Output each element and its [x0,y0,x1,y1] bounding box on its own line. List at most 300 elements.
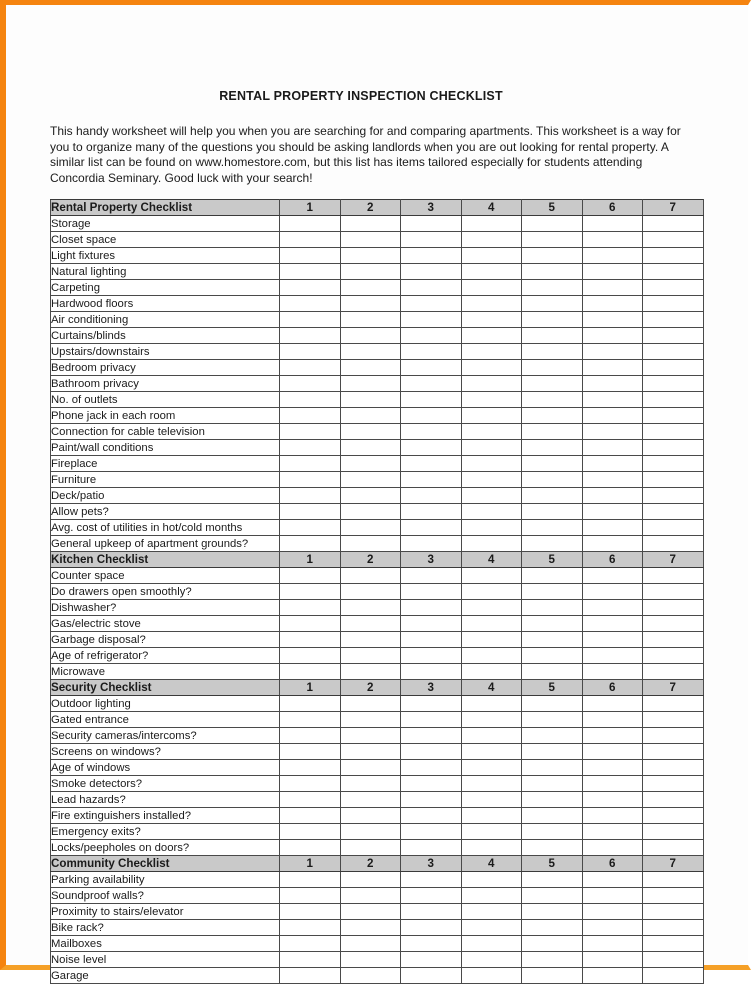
checklist-cell-3[interactable] [401,888,462,904]
checklist-cell-7[interactable] [643,264,704,280]
checklist-cell-5[interactable] [522,344,583,360]
checklist-cell-3[interactable] [401,808,462,824]
checklist-cell-4[interactable] [461,504,522,520]
checklist-cell-6[interactable] [582,776,643,792]
checklist-cell-1[interactable] [280,280,341,296]
checklist-cell-2[interactable] [340,328,401,344]
checklist-cell-5[interactable] [522,424,583,440]
checklist-cell-2[interactable] [340,936,401,952]
checklist-cell-3[interactable] [401,952,462,968]
checklist-cell-4[interactable] [461,488,522,504]
checklist-cell-4[interactable] [461,728,522,744]
checklist-cell-7[interactable] [643,216,704,232]
checklist-cell-3[interactable] [401,936,462,952]
checklist-cell-7[interactable] [643,728,704,744]
checklist-cell-2[interactable] [340,616,401,632]
checklist-cell-1[interactable] [280,600,341,616]
checklist-cell-7[interactable] [643,536,704,552]
checklist-cell-2[interactable] [340,808,401,824]
checklist-cell-7[interactable] [643,520,704,536]
checklist-cell-4[interactable] [461,792,522,808]
checklist-cell-6[interactable] [582,760,643,776]
checklist-cell-1[interactable] [280,920,341,936]
checklist-cell-6[interactable] [582,872,643,888]
checklist-cell-5[interactable] [522,312,583,328]
checklist-cell-1[interactable] [280,808,341,824]
checklist-cell-4[interactable] [461,888,522,904]
checklist-cell-5[interactable] [522,408,583,424]
checklist-cell-1[interactable] [280,504,341,520]
checklist-cell-3[interactable] [401,296,462,312]
checklist-cell-2[interactable] [340,248,401,264]
checklist-cell-2[interactable] [340,216,401,232]
checklist-cell-3[interactable] [401,712,462,728]
checklist-cell-3[interactable] [401,408,462,424]
checklist-cell-6[interactable] [582,696,643,712]
checklist-cell-6[interactable] [582,920,643,936]
checklist-cell-4[interactable] [461,328,522,344]
checklist-cell-2[interactable] [340,392,401,408]
checklist-cell-2[interactable] [340,296,401,312]
checklist-cell-1[interactable] [280,456,341,472]
checklist-cell-3[interactable] [401,424,462,440]
checklist-cell-5[interactable] [522,776,583,792]
checklist-cell-2[interactable] [340,712,401,728]
checklist-cell-4[interactable] [461,216,522,232]
checklist-cell-5[interactable] [522,472,583,488]
checklist-cell-1[interactable] [280,792,341,808]
checklist-cell-4[interactable] [461,920,522,936]
checklist-cell-4[interactable] [461,616,522,632]
checklist-cell-3[interactable] [401,632,462,648]
checklist-cell-7[interactable] [643,920,704,936]
checklist-cell-6[interactable] [582,616,643,632]
checklist-cell-6[interactable] [582,520,643,536]
checklist-cell-7[interactable] [643,472,704,488]
checklist-cell-2[interactable] [340,840,401,856]
checklist-cell-6[interactable] [582,488,643,504]
checklist-cell-3[interactable] [401,280,462,296]
checklist-cell-2[interactable] [340,424,401,440]
checklist-cell-7[interactable] [643,408,704,424]
checklist-cell-3[interactable] [401,376,462,392]
checklist-cell-6[interactable] [582,792,643,808]
checklist-cell-6[interactable] [582,632,643,648]
checklist-cell-4[interactable] [461,248,522,264]
checklist-cell-2[interactable] [340,360,401,376]
checklist-cell-2[interactable] [340,408,401,424]
checklist-cell-3[interactable] [401,328,462,344]
checklist-cell-2[interactable] [340,536,401,552]
checklist-cell-6[interactable] [582,536,643,552]
checklist-cell-2[interactable] [340,376,401,392]
checklist-cell-1[interactable] [280,744,341,760]
checklist-cell-7[interactable] [643,632,704,648]
checklist-cell-5[interactable] [522,456,583,472]
checklist-cell-3[interactable] [401,584,462,600]
checklist-cell-6[interactable] [582,328,643,344]
checklist-cell-5[interactable] [522,824,583,840]
checklist-cell-4[interactable] [461,456,522,472]
checklist-cell-5[interactable] [522,520,583,536]
checklist-cell-5[interactable] [522,600,583,616]
checklist-cell-2[interactable] [340,888,401,904]
checklist-cell-6[interactable] [582,728,643,744]
checklist-cell-7[interactable] [643,456,704,472]
checklist-cell-2[interactable] [340,776,401,792]
checklist-cell-7[interactable] [643,648,704,664]
checklist-cell-5[interactable] [522,712,583,728]
checklist-cell-2[interactable] [340,312,401,328]
checklist-cell-7[interactable] [643,568,704,584]
checklist-cell-3[interactable] [401,920,462,936]
checklist-cell-3[interactable] [401,840,462,856]
checklist-cell-2[interactable] [340,232,401,248]
checklist-cell-1[interactable] [280,712,341,728]
checklist-cell-4[interactable] [461,696,522,712]
checklist-cell-4[interactable] [461,824,522,840]
checklist-cell-4[interactable] [461,664,522,680]
checklist-cell-6[interactable] [582,936,643,952]
checklist-cell-6[interactable] [582,648,643,664]
checklist-cell-7[interactable] [643,344,704,360]
checklist-cell-7[interactable] [643,328,704,344]
checklist-cell-1[interactable] [280,936,341,952]
checklist-cell-5[interactable] [522,248,583,264]
checklist-cell-5[interactable] [522,216,583,232]
checklist-cell-7[interactable] [643,952,704,968]
checklist-cell-3[interactable] [401,216,462,232]
checklist-cell-1[interactable] [280,264,341,280]
checklist-cell-5[interactable] [522,744,583,760]
checklist-cell-3[interactable] [401,360,462,376]
checklist-cell-7[interactable] [643,696,704,712]
checklist-cell-1[interactable] [280,952,341,968]
checklist-cell-5[interactable] [522,664,583,680]
checklist-cell-3[interactable] [401,696,462,712]
checklist-cell-7[interactable] [643,312,704,328]
checklist-cell-1[interactable] [280,584,341,600]
checklist-cell-6[interactable] [582,664,643,680]
checklist-cell-7[interactable] [643,664,704,680]
checklist-cell-4[interactable] [461,744,522,760]
checklist-cell-7[interactable] [643,360,704,376]
checklist-cell-7[interactable] [643,504,704,520]
checklist-cell-6[interactable] [582,344,643,360]
checklist-cell-1[interactable] [280,296,341,312]
checklist-cell-1[interactable] [280,568,341,584]
checklist-cell-2[interactable] [340,632,401,648]
checklist-cell-7[interactable] [643,424,704,440]
checklist-cell-6[interactable] [582,808,643,824]
checklist-cell-4[interactable] [461,408,522,424]
checklist-cell-4[interactable] [461,296,522,312]
checklist-cell-5[interactable] [522,328,583,344]
checklist-cell-6[interactable] [582,424,643,440]
checklist-cell-1[interactable] [280,392,341,408]
checklist-cell-2[interactable] [340,280,401,296]
checklist-cell-4[interactable] [461,312,522,328]
checklist-cell-4[interactable] [461,392,522,408]
checklist-cell-4[interactable] [461,936,522,952]
checklist-cell-6[interactable] [582,376,643,392]
checklist-cell-4[interactable] [461,760,522,776]
checklist-cell-2[interactable] [340,344,401,360]
checklist-cell-6[interactable] [582,392,643,408]
checklist-cell-5[interactable] [522,872,583,888]
checklist-cell-3[interactable] [401,472,462,488]
checklist-cell-1[interactable] [280,488,341,504]
checklist-cell-5[interactable] [522,376,583,392]
checklist-cell-2[interactable] [340,904,401,920]
checklist-cell-4[interactable] [461,872,522,888]
checklist-cell-7[interactable] [643,280,704,296]
checklist-cell-6[interactable] [582,952,643,968]
checklist-cell-1[interactable] [280,648,341,664]
checklist-cell-1[interactable] [280,888,341,904]
checklist-cell-1[interactable] [280,408,341,424]
checklist-cell-3[interactable] [401,824,462,840]
checklist-cell-5[interactable] [522,536,583,552]
checklist-cell-4[interactable] [461,808,522,824]
checklist-cell-5[interactable] [522,616,583,632]
checklist-cell-2[interactable] [340,760,401,776]
checklist-cell-5[interactable] [522,440,583,456]
checklist-cell-3[interactable] [401,728,462,744]
checklist-cell-4[interactable] [461,440,522,456]
checklist-cell-3[interactable] [401,600,462,616]
checklist-cell-7[interactable] [643,488,704,504]
checklist-cell-4[interactable] [461,568,522,584]
checklist-cell-5[interactable] [522,488,583,504]
checklist-cell-1[interactable] [280,536,341,552]
checklist-cell-5[interactable] [522,808,583,824]
checklist-cell-1[interactable] [280,696,341,712]
checklist-cell-1[interactable] [280,232,341,248]
checklist-cell-1[interactable] [280,664,341,680]
checklist-cell-3[interactable] [401,760,462,776]
checklist-cell-7[interactable] [643,888,704,904]
checklist-cell-3[interactable] [401,440,462,456]
checklist-cell-5[interactable] [522,840,583,856]
checklist-cell-4[interactable] [461,776,522,792]
checklist-cell-4[interactable] [461,712,522,728]
checklist-cell-2[interactable] [340,952,401,968]
checklist-cell-2[interactable] [340,472,401,488]
checklist-cell-2[interactable] [340,648,401,664]
checklist-cell-4[interactable] [461,424,522,440]
checklist-cell-1[interactable] [280,520,341,536]
checklist-cell-6[interactable] [582,472,643,488]
checklist-cell-6[interactable] [582,360,643,376]
checklist-cell-1[interactable] [280,424,341,440]
checklist-cell-5[interactable] [522,648,583,664]
checklist-cell-5[interactable] [522,936,583,952]
checklist-cell-6[interactable] [582,216,643,232]
checklist-cell-4[interactable] [461,632,522,648]
checklist-cell-1[interactable] [280,216,341,232]
checklist-cell-1[interactable] [280,776,341,792]
checklist-cell-2[interactable] [340,440,401,456]
checklist-cell-1[interactable] [280,872,341,888]
checklist-cell-4[interactable] [461,840,522,856]
checklist-cell-6[interactable] [582,408,643,424]
checklist-cell-4[interactable] [461,520,522,536]
checklist-cell-3[interactable] [401,664,462,680]
checklist-cell-6[interactable] [582,264,643,280]
checklist-cell-5[interactable] [522,584,583,600]
checklist-cell-5[interactable] [522,264,583,280]
checklist-cell-2[interactable] [340,664,401,680]
checklist-cell-5[interactable] [522,904,583,920]
checklist-cell-1[interactable] [280,344,341,360]
checklist-cell-5[interactable] [522,392,583,408]
checklist-cell-6[interactable] [582,840,643,856]
checklist-cell-7[interactable] [643,440,704,456]
checklist-cell-7[interactable] [643,936,704,952]
checklist-cell-7[interactable] [643,616,704,632]
checklist-cell-7[interactable] [643,600,704,616]
checklist-cell-1[interactable] [280,632,341,648]
checklist-cell-2[interactable] [340,504,401,520]
checklist-cell-3[interactable] [401,872,462,888]
checklist-cell-3[interactable] [401,568,462,584]
checklist-cell-2[interactable] [340,824,401,840]
checklist-cell-3[interactable] [401,904,462,920]
checklist-cell-3[interactable] [401,616,462,632]
checklist-cell-1[interactable] [280,328,341,344]
checklist-cell-4[interactable] [461,232,522,248]
checklist-cell-4[interactable] [461,904,522,920]
checklist-cell-2[interactable] [340,520,401,536]
checklist-cell-1[interactable] [280,824,341,840]
checklist-cell-1[interactable] [280,248,341,264]
checklist-cell-4[interactable] [461,600,522,616]
checklist-cell-3[interactable] [401,776,462,792]
checklist-cell-7[interactable] [643,824,704,840]
checklist-cell-6[interactable] [582,456,643,472]
checklist-cell-1[interactable] [280,904,341,920]
checklist-cell-1[interactable] [280,728,341,744]
checklist-cell-3[interactable] [401,792,462,808]
checklist-cell-7[interactable] [643,232,704,248]
checklist-cell-1[interactable] [280,840,341,856]
checklist-cell-6[interactable] [582,888,643,904]
checklist-cell-6[interactable] [582,568,643,584]
checklist-cell-5[interactable] [522,920,583,936]
checklist-cell-6[interactable] [582,904,643,920]
checklist-cell-2[interactable] [340,488,401,504]
checklist-cell-7[interactable] [643,744,704,760]
checklist-cell-4[interactable] [461,280,522,296]
checklist-cell-5[interactable] [522,568,583,584]
checklist-cell-2[interactable] [340,728,401,744]
checklist-cell-4[interactable] [461,264,522,280]
checklist-cell-2[interactable] [340,600,401,616]
checklist-cell-6[interactable] [582,232,643,248]
checklist-cell-2[interactable] [340,920,401,936]
checklist-cell-4[interactable] [461,648,522,664]
checklist-cell-6[interactable] [582,504,643,520]
checklist-cell-6[interactable] [582,312,643,328]
checklist-cell-5[interactable] [522,632,583,648]
checklist-cell-2[interactable] [340,456,401,472]
checklist-cell-6[interactable] [582,296,643,312]
checklist-cell-5[interactable] [522,232,583,248]
checklist-cell-3[interactable] [401,744,462,760]
checklist-cell-2[interactable] [340,264,401,280]
checklist-cell-1[interactable] [280,440,341,456]
checklist-cell-7[interactable] [643,248,704,264]
checklist-cell-6[interactable] [582,280,643,296]
checklist-cell-1[interactable] [280,360,341,376]
checklist-cell-3[interactable] [401,344,462,360]
checklist-cell-5[interactable] [522,280,583,296]
checklist-cell-7[interactable] [643,792,704,808]
checklist-cell-3[interactable] [401,392,462,408]
checklist-cell-5[interactable] [522,792,583,808]
checklist-cell-3[interactable] [401,456,462,472]
checklist-cell-2[interactable] [340,744,401,760]
checklist-cell-4[interactable] [461,536,522,552]
checklist-cell-6[interactable] [582,744,643,760]
checklist-cell-1[interactable] [280,312,341,328]
checklist-cell-7[interactable] [643,904,704,920]
checklist-cell-7[interactable] [643,712,704,728]
checklist-cell-3[interactable] [401,264,462,280]
checklist-cell-7[interactable] [643,872,704,888]
checklist-cell-2[interactable] [340,584,401,600]
checklist-cell-6[interactable] [582,600,643,616]
checklist-cell-5[interactable] [522,760,583,776]
checklist-cell-7[interactable] [643,808,704,824]
checklist-cell-2[interactable] [340,568,401,584]
checklist-cell-7[interactable] [643,776,704,792]
checklist-cell-1[interactable] [280,616,341,632]
checklist-cell-3[interactable] [401,232,462,248]
checklist-cell-4[interactable] [461,344,522,360]
checklist-cell-1[interactable] [280,472,341,488]
checklist-cell-3[interactable] [401,520,462,536]
checklist-cell-4[interactable] [461,472,522,488]
checklist-cell-7[interactable] [643,840,704,856]
checklist-cell-5[interactable] [522,360,583,376]
checklist-cell-7[interactable] [643,296,704,312]
checklist-cell-3[interactable] [401,488,462,504]
checklist-cell-1[interactable] [280,376,341,392]
checklist-cell-5[interactable] [522,728,583,744]
checklist-cell-7[interactable] [643,392,704,408]
checklist-cell-3[interactable] [401,248,462,264]
checklist-cell-6[interactable] [582,584,643,600]
checklist-cell-6[interactable] [582,824,643,840]
checklist-cell-3[interactable] [401,536,462,552]
checklist-cell-7[interactable] [643,760,704,776]
checklist-cell-1[interactable] [280,760,341,776]
checklist-cell-2[interactable] [340,872,401,888]
checklist-cell-6[interactable] [582,440,643,456]
checklist-cell-6[interactable] [582,712,643,728]
checklist-cell-5[interactable] [522,504,583,520]
checklist-cell-6[interactable] [582,248,643,264]
checklist-cell-3[interactable] [401,312,462,328]
checklist-cell-5[interactable] [522,888,583,904]
checklist-cell-5[interactable] [522,696,583,712]
checklist-cell-3[interactable] [401,504,462,520]
checklist-cell-5[interactable] [522,952,583,968]
checklist-cell-4[interactable] [461,584,522,600]
checklist-cell-3[interactable] [401,648,462,664]
